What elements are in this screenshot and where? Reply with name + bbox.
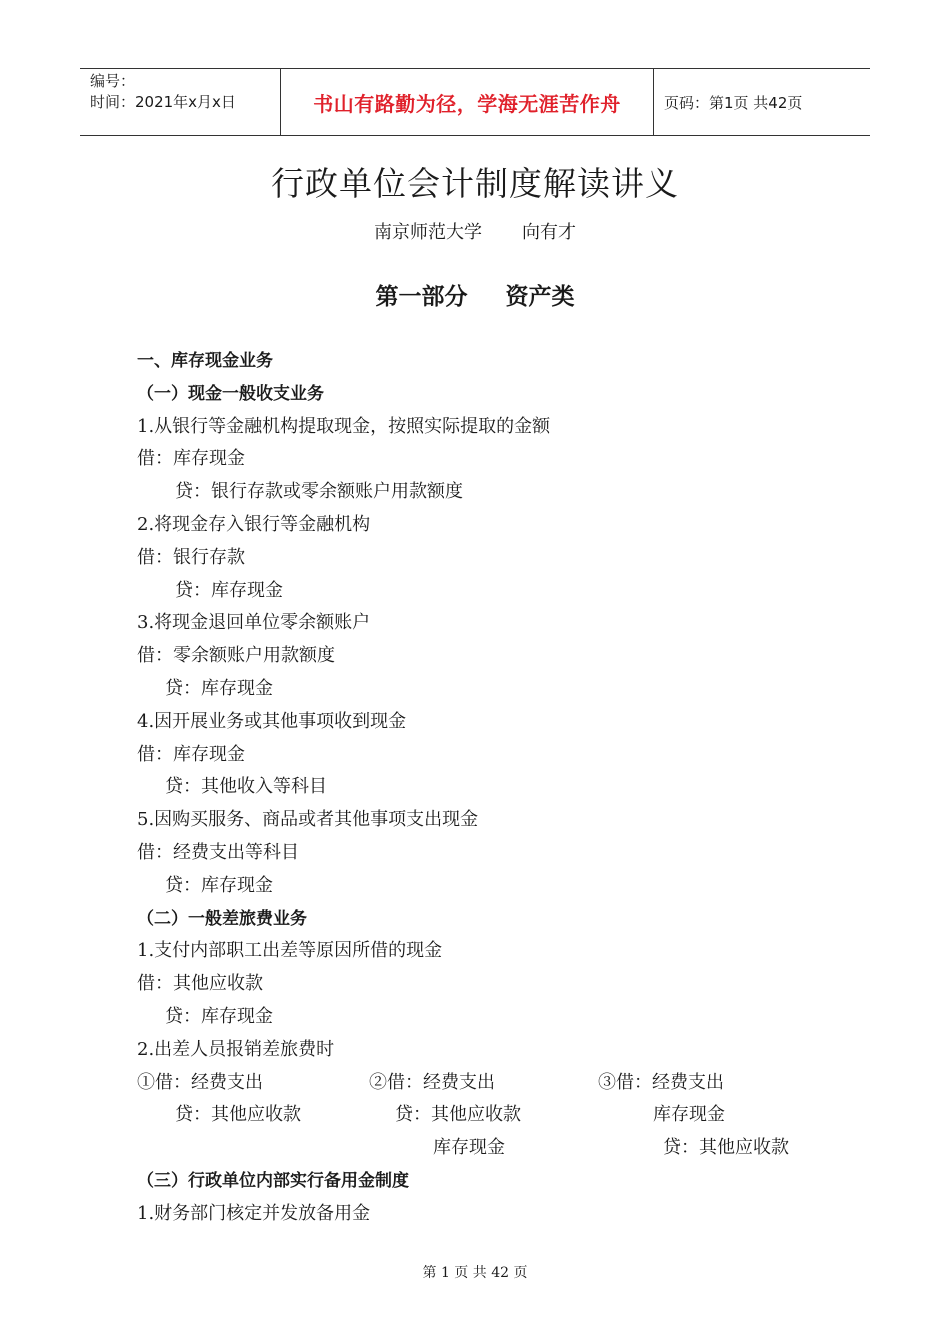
motto-text: 书山有路勤为径，学海无涯苦作舟 [313,91,621,116]
subsection-heading: （一）现金一般收支业务 [137,383,324,404]
credit-line: 贷：库存现金 [175,579,283,601]
text-line: 4.因开展业务或其他事项收到现金 [137,710,407,732]
debit-line: 借：银行存款 [137,546,245,568]
text-line: 1.从银行等金融机构提取现金，按照实际提取的金额 [137,415,551,437]
credit-line: 贷：库存现金 [165,677,273,699]
text-line: 2.出差人员报销差旅费时 [137,1038,335,1060]
number-label: 编号： [90,72,136,90]
text-line: 1.财务部门核定并发放备用金 [137,1202,371,1224]
part-name: 资产类 [505,283,575,310]
entry-1-debit: ①借：经费支出 [137,1071,263,1093]
entry-3-credit: 贷：其他应收款 [663,1137,789,1159]
debit-line: 借：经费支出等科目 [137,841,299,863]
section-heading: 一、库存现金业务 [137,351,273,371]
credit-line: 贷：银行存款或零余额账户用款额度 [175,481,463,503]
header-table [80,68,870,136]
text-line: 1.支付内部职工出差等原因所借的现金 [137,940,443,962]
text-line: 3.将现金退回单位零余额账户 [137,612,371,634]
entry-row-1 [137,1067,857,1100]
debit-line: 借：库存现金 [137,448,245,470]
part-number: 第一部分 [375,283,468,310]
debit-line: 借：零余额账户用款额度 [137,645,335,667]
entry-row-3 [137,1132,857,1165]
text-line: 5.因购买服务、商品或者其他事项支出现金 [137,809,479,831]
debit-line: 借：库存现金 [137,743,245,765]
credit-line: 贷：库存现金 [165,1005,273,1027]
author-line [0,218,950,244]
subsection-heading: （二）一般差旅费业务 [137,908,307,929]
credit-line: 贷：其他收入等科目 [165,776,327,798]
credit-line: 贷：库存现金 [165,874,273,896]
entry-3-debit-2: 库存现金 [653,1104,725,1126]
entry-2-credit: 贷：其他应收款 [395,1104,521,1126]
document-body [137,345,857,1231]
header-motto-cell [281,69,654,135]
entry-1-credit: 贷：其他应收款 [175,1104,301,1126]
header-page-cell [654,69,870,135]
part-heading [0,278,950,311]
author-school: 南京师范大学 [374,222,482,243]
entry-row-2 [137,1099,857,1132]
page-label: 页码：第1页 共42页 [664,93,803,112]
entry-2-credit-2: 库存现金 [433,1137,505,1159]
subsection-heading: （三）行政单位内部实行备用金制度 [137,1170,409,1191]
date-label: 时间：2021年x月x日 [90,93,236,111]
header-meta-cell [80,69,281,135]
entry-3-debit: ③借：经费支出 [598,1071,724,1093]
document-title: 行政单位会计制度解读讲义 [271,164,679,203]
text-line: 2.将现金存入银行等金融机构 [137,513,371,535]
author-name: 向有才 [522,222,576,243]
debit-line: 借：其他应收款 [137,973,263,995]
entry-2-debit: ②借：经费支出 [369,1071,495,1093]
page-footer: 第 1 页 共 42 页 [422,1265,528,1281]
